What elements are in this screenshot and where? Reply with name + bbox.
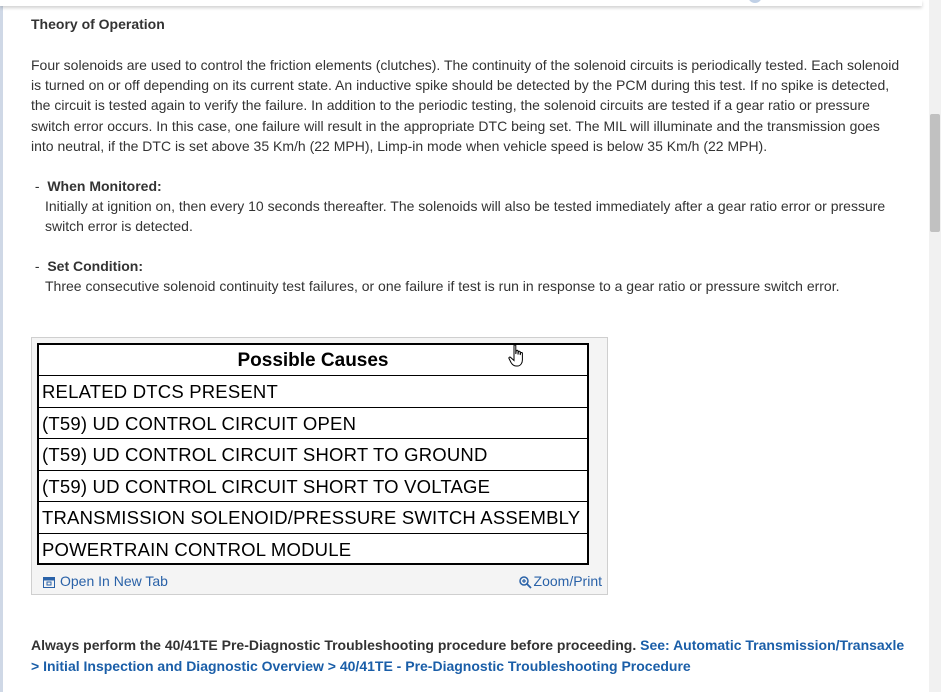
set-condition-label: Set Condition: [47,258,143,274]
when-monitored-section [31,176,911,237]
new-tab-icon [43,577,55,588]
possible-causes-title: Possible Causes [39,345,587,376]
open-in-new-tab-link[interactable] [43,573,168,589]
cause-row: TRANSMISSION SOLENOID/PRESSURE SWITCH ASSEMBLY [39,502,587,534]
procedure-link[interactable]: See: Automatic Transmission/Transaxle > Initial Inspection and Diagnostic Overview > 40/41TE - Pre-Diagnostic Troubleshooting Procedure [31,637,905,674]
top-toolbar [0,0,922,6]
cause-row: RELATED DTCS PRESENT [39,376,587,408]
zoom-print-label: Zoom/Print [533,573,602,589]
cause-row: POWERTRAIN CONTROL MODULE [42,538,352,560]
zoom-print-link[interactable] [519,573,602,589]
scrollbar[interactable] [929,0,941,692]
open-in-new-tab-label: Open In New Tab [60,573,168,589]
section-heading: Theory of Operation [31,16,165,32]
scrollbar-thumb[interactable] [930,114,940,232]
bullet-dash: - [34,178,40,194]
cause-row: (T59) UD CONTROL CIRCUIT SHORT TO GROUND [39,439,587,471]
set-condition-section [31,256,911,296]
zoom-in-icon [519,576,532,589]
cause-row: (T59) UD CONTROL CIRCUIT OPEN [39,408,587,440]
when-monitored-text: Initially at ignition on, then every 10 seconds thereafter. The solenoids will also be tested immediately after a gear ratio error or pressure switch error is detected. [45,198,886,235]
left-border [0,0,3,692]
theory-paragraph: Four solenoids are used to control the friction elements (clutches). The continuity of the solenoid circuits is periodically tested. Each solenoid is turned on or off depending on its current state. An inductive spike should be detected by the PCM during this test. If no spike is detected, the circuit is tested again to verify the failure. In addition to the periodic testing, the solenoid circuits are tested if a gear ratio or pressure switch error occurs. In this case, one failure will result in the appropriate DTC being set. The MIL will illuminate and the transmission goes into neutral, if the DTC is set above 35 Km/h (22 MPH), Limp-in mode when vehicle speed is below 35 Km/h (22 MPH). [31,57,900,154]
toolbar-icon[interactable] [748,0,762,3]
note-text: Always perform the 40/41TE Pre-Diagnostic Troubleshooting procedure before proceeding. [31,637,637,653]
set-condition-text: Three consecutive solenoid continuity test failures, or one failure if test is run in response to a gear ratio or pressure switch error. [45,278,840,295]
possible-causes-table [37,343,589,565]
possible-causes-figure [31,337,608,595]
bullet-dash: - [34,258,40,274]
hand-cursor-icon [508,344,526,368]
cause-row: (T59) UD CONTROL CIRCUIT SHORT TO VOLTAGE [39,471,587,503]
figure-footer [32,569,607,593]
when-monitored-label: When Monitored: [47,178,162,194]
procedure-note [31,635,916,677]
